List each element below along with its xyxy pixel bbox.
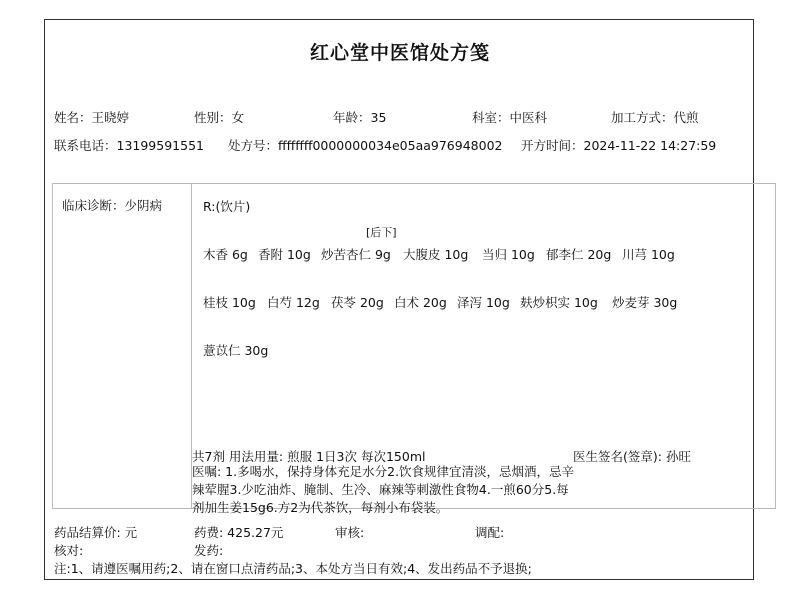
patient-age: 年龄：35 <box>333 110 387 125</box>
drug-settlement: 药品结算价: 元 <box>54 525 138 540</box>
medical-advice: 医嘱: 1.多喝水，保持身体充足水分2.饮食规律宜清淡，忌烟酒，忌辛辣荤腥3.少吃油炸、腌制、生冷、麻辣等刺激性食物4.一煎60分5.每剂加生姜15g6.方2为代茶饮，每剂小布袋装。 <box>192 464 575 515</box>
doctor-signature: 医生签名(签章): 孙旺 <box>573 449 691 464</box>
patient-name: 姓名：王晓婷 <box>54 110 130 125</box>
rx-header: R:(饮片) <box>203 199 251 214</box>
herb-item: 川芎 10g <box>622 247 675 262</box>
patient-department: 科室：中医科 <box>472 110 548 125</box>
dispense-field: 调配: <box>475 525 505 540</box>
later-decoct-note: [后下] <box>366 226 397 239</box>
review-field: 审核: <box>335 525 365 540</box>
processing-method: 加工方式：代煎 <box>611 110 699 125</box>
herb-item: 麸炒枳实 10g <box>520 295 598 310</box>
herb-item: 当归 10g <box>482 247 535 262</box>
herb-item: 木香 6g <box>203 247 248 262</box>
prescription-time: 开方时间：2024-11-22 14:27:59 <box>521 138 717 153</box>
herb-item: 郁李仁 20g <box>546 247 612 262</box>
herb-item: 泽泻 10g <box>457 295 510 310</box>
footer-note: 注:1、请遵医嘱用药;2、请在窗口点清药品;3、本处方当日有效;4、发出药品不予退换; <box>54 561 532 576</box>
herb-item: 炒麦芽 30g <box>612 295 678 310</box>
usage-dosage: 共7剂 用法用量: 煎服 1日3次 每次150ml <box>192 449 426 464</box>
clinical-diagnosis: 临床诊断：少阴病 <box>62 198 163 213</box>
page-title: 红心堂中医馆处方笺 <box>309 42 490 64</box>
herb-item: 香附 10g <box>258 247 311 262</box>
herb-item: 白术 20g <box>394 295 447 310</box>
herb-item: 桂枝 10g <box>203 295 256 310</box>
prescription-number: 处方号：ffffffff0000000034e05aa976948002 <box>228 138 503 153</box>
herb-item: 薏苡仁 30g <box>203 343 269 358</box>
herb-item: 大腹皮 10g <box>403 247 469 262</box>
patient-gender: 性别：女 <box>194 110 245 125</box>
herb-item: 白芍 12g <box>267 295 320 310</box>
patient-phone: 联系电话：13199591551 <box>54 138 204 153</box>
herb-item: 茯苓 20g <box>331 295 384 310</box>
issue-field: 发药: <box>194 543 224 558</box>
herb-item: 炒苦杏仁 9g <box>321 247 391 262</box>
check-field: 核对: <box>54 543 84 558</box>
drug-fee: 药费: 425.27元 <box>194 525 284 540</box>
